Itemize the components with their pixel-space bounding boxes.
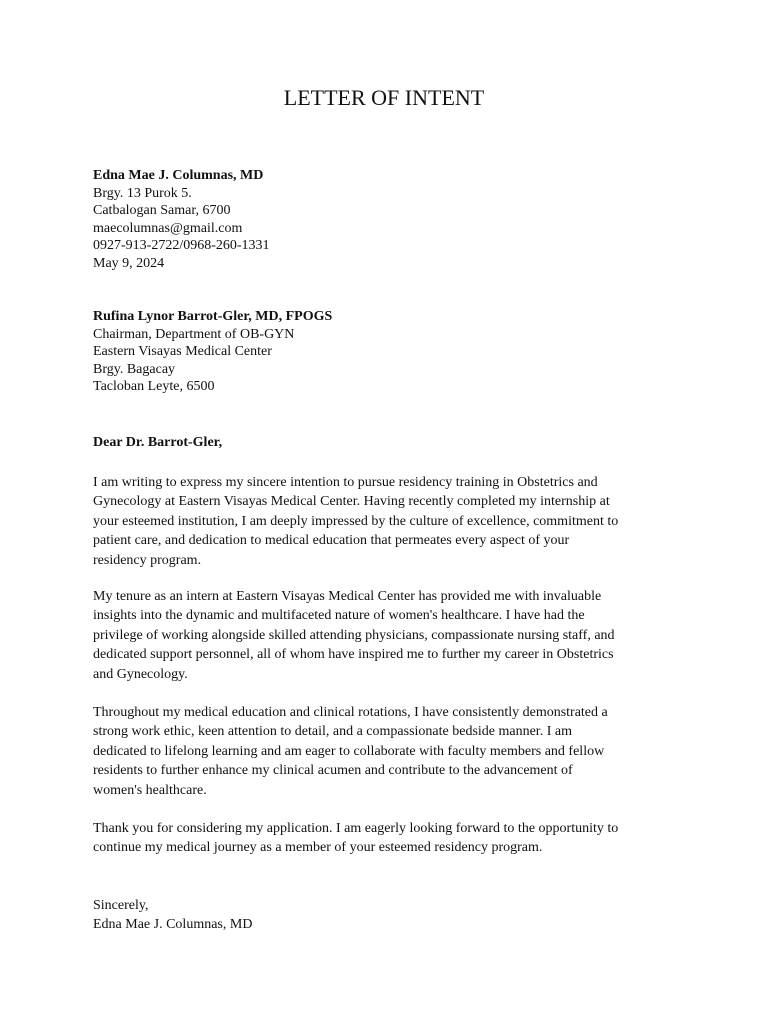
paragraph-line: continue my medical journey as a member of your esteemed residency program. [93, 840, 543, 856]
valediction: Sincerely, [93, 898, 149, 913]
recipient-name: Rufina Lynor Barrot-Gler, MD, FPOGS [93, 309, 333, 324]
recipient-block [93, 308, 693, 396]
paragraph-line: patient care, and dedication to medical education that permeates every aspect of your [93, 533, 570, 549]
document-title: LETTER OF INTENT [283, 85, 485, 110]
paragraph-line: dedicated to lifelong learning and am eager to collaborate with faculty members and fellow [93, 743, 605, 759]
paragraph-line: I am writing to express my sincere intention to pursue residency training in Obstetrics and [93, 475, 598, 490]
sender-email: maecolumnas@gmail.com [93, 220, 243, 236]
body-paragraph-4 [93, 819, 693, 858]
body-paragraph-1 [93, 473, 693, 570]
paragraph-line: Gynecology at Eastern Visayas Medical Center. Having recently completed my internship at [93, 494, 610, 510]
recipient-position: Chairman, Department of OB-GYN [93, 326, 295, 342]
recipient-institution: Eastern Visayas Medical Center [93, 344, 272, 360]
sender-phone: 0927-913-2722/0968-260-1331 [93, 238, 270, 254]
salutation: Dear Dr. Barrot-Gler, [93, 435, 223, 450]
signature-name: Edna Mae J. Columnas, MD [93, 917, 253, 933]
body-paragraph-2 [93, 587, 693, 684]
paragraph-line: Thank you for considering my application. I am eagerly looking forward to the opportunity to [93, 821, 619, 836]
paragraph-line: residents to further enhance my clinical acumen and contribute to the advancement of [93, 763, 573, 779]
paragraph-line: and Gynecology. [93, 666, 188, 682]
paragraph-line: insights into the dynamic and multifaceted nature of women's healthcare. I have had the [93, 608, 585, 624]
body-paragraph-3 [93, 703, 693, 800]
letter-date: May 9, 2024 [93, 255, 165, 271]
sender-address-line-1: Brgy. 13 Purok 5. [93, 185, 192, 201]
sender-name: Edna Mae J. Columnas, MD [93, 168, 264, 183]
paragraph-line: your esteemed institution, I am deeply impressed by the culture of excellence, commitment to [93, 513, 619, 529]
sender-block [93, 167, 693, 273]
paragraph-line: privilege of working alongside skilled attending physicians, compassionate nursing staff, and [93, 627, 615, 643]
recipient-address-line-2: Tacloban Leyte, 6500 [93, 379, 215, 395]
paragraph-line: residency program. [93, 552, 202, 568]
paragraph-line: Throughout my medical education and clinical rotations, I have consistently demonstrated a [93, 705, 608, 720]
paragraph-line: women's healthcare. [93, 782, 207, 798]
recipient-address-line-1: Brgy. Bagacay [93, 361, 176, 377]
paragraph-line: dedicated support personnel, all of whom have inspired me to further my career in Obstetrics [93, 647, 614, 663]
paragraph-line: My tenure as an intern at Eastern Visayas Medical Center has provided me with invaluable [93, 589, 602, 604]
paragraph-line: strong work ethic, keen attention to detail, and a compassionate bedside manner. I am [93, 724, 572, 740]
closing-block [93, 896, 693, 935]
sender-address-line-2: Catbalogan Samar, 6700 [93, 203, 231, 219]
